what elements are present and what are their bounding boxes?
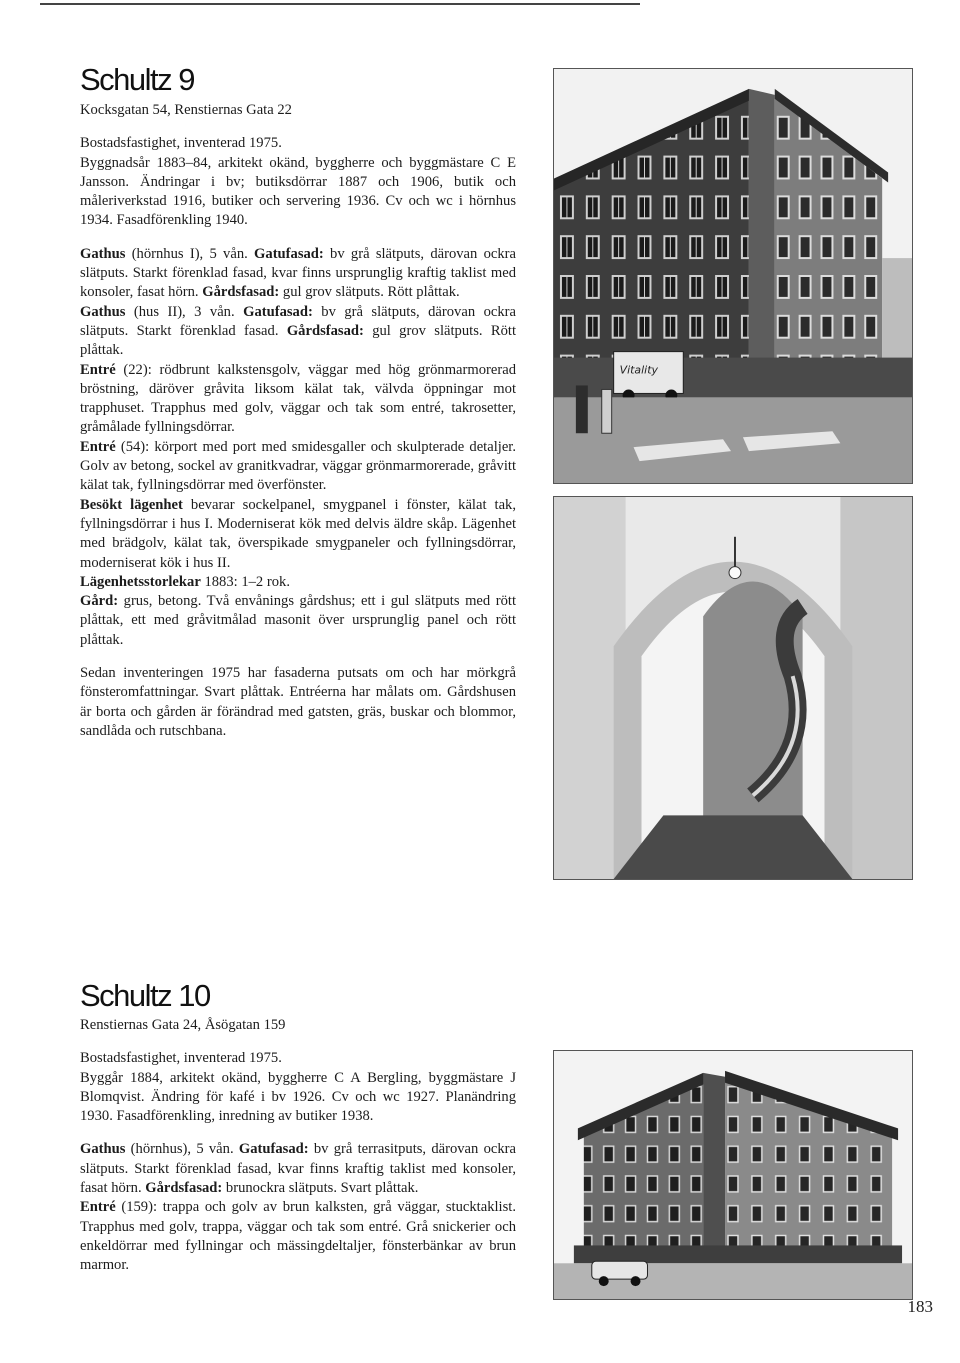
entrance-illustration <box>554 497 912 879</box>
entre-22-paragraph: Entré (22): rödbrunt kalkstensgolv, väggar med hög grönmarmorerad bröstning, däröver gråvita liksom kälat tak, välvda öppningar mot trapphuset. Trapphus med golv, väggar och tak som entré, takrosetter, gråmålade fyllningsdörrar. <box>80 361 516 436</box>
gathus-1-paragraph: Gathus (hörnhus I), 5 vån. Gatufasad: bv grå slätputs, därovan ockra slätputs. Starkt förenklad fasad, kvar finns ursprunglig kraftig taklist med konsoler, fasat hörn. Gårdsfasad: gul grov slätputs. Rött plåttak. <box>80 245 517 301</box>
label-gardsfasad: Gårdsfasad: <box>286 322 364 339</box>
label-gathus: Gathus <box>80 245 126 262</box>
label-gatufasad: Gatufasad: <box>238 1141 309 1158</box>
photo-entrance-stairwell <box>553 496 913 880</box>
besokt-lagenhet-paragraph: Besökt lägenhet bevarar sockelpanel, smygpanel i fönster, kälat tak, fyllningsdörrar i hus I. Moderniserat kök med delvis äldre skåp. Lägenhet med brädgolv, kälat tak, överspikade smygpaneler och fyllningsdörrar, moderniserat kök i hus II. <box>80 496 517 571</box>
entry-title-schultz-9: Schultz 9 <box>80 62 195 97</box>
label-gatufasad: Gatufasad: <box>254 245 324 262</box>
label-gathus: Gathus <box>80 303 126 320</box>
corner-building-illustration <box>554 69 912 483</box>
corner-building-illustration <box>554 1051 912 1299</box>
since-inventory-paragraph: Sedan inventeringen 1975 har fasaderna putsats om och har mörkgrå fönsteromfattningar. Svart plåttak. Entréerna har målats om. Gårdshusen är borta och gården är förändrad med gatsten, gräs, buskar och blommor, sandlåda och rutschbana. <box>80 665 516 739</box>
building-history: Byggnadsår 1883–84, arkitekt okänd, byggherre och byggmästare C E Jansson. Ändringar i bv; butiksdörrar 1887 och 1906, butik och måleriverkstad 1916, butiker och servering 1936. Cv och wc i hörnhus 1934. Fasadförenkling 1940. <box>80 154 516 229</box>
label-gardsfasad: Gårdsfasad: <box>202 284 280 301</box>
photo-corner-building-schultz-9 <box>553 68 913 484</box>
gard-paragraph: Gård: grus, betong. Två envånings gårdshus; ett i gul slätputs med rött plåttak, ett med gråvitmålad masonit över ursprunglig panel och rött plåttak. <box>80 593 516 648</box>
label-entre: Entré <box>80 1199 116 1216</box>
page-number: 183 <box>907 1297 933 1316</box>
top-rule <box>40 3 640 5</box>
photo-corner-building-schultz-10 <box>553 1050 913 1300</box>
entry-text-schultz-9 <box>80 101 516 741</box>
inventory-note: Bostadsfastighet, inventerad 1975. <box>80 1050 282 1067</box>
label-entre: Entré <box>80 361 116 378</box>
label-besokt-lagenhet: Besökt lägenhet <box>80 496 183 513</box>
gathus-2-paragraph: Gathus (hus II), 3 vån. Gatufasad: bv grå slätputs, därovan ockra slätputs. Starkt förenklad fasad. Gårdsfasad: gul grov slätputs. Rött plåttak. <box>80 303 516 359</box>
lagenhetsstorlekar-paragraph: Lägenhetsstorlekar 1883: 1–2 rok. <box>80 573 290 590</box>
truck-sign: Vitality <box>619 363 658 377</box>
entre-159-paragraph: Entré (159): trappa och golv av brun kalksten, grå väggar, stucktaklist. Trapphus med golv, trappa, väggar och tak som entré. Grå snickerier och enkeldörrar med fyllningar och mässingdeltaljer, fönsterbänkar av brun marmor. <box>80 1199 516 1274</box>
address: Kocksgatan 54, Renstiernas Gata 22 <box>80 102 292 118</box>
label-gathus: Gathus <box>80 1141 126 1158</box>
entry-text-schultz-10 <box>80 1016 516 1276</box>
entre-54-paragraph: Entré (54): körport med port med smidesgaller och skulpterade detaljer. Golv av betong, sockel av granitkvadrar, väggar grönmarmorerade, gråvitt kälat tak, fyllningsdörrar med överfönster. <box>80 438 516 494</box>
inventory-note: Bostadsfastighet, inventerad 1975. <box>80 135 282 152</box>
address: Renstiernas Gata 24, Åsögatan 159 <box>80 1017 286 1033</box>
entry-title-schultz-10: Schultz 10 <box>80 978 210 1013</box>
label-gatufasad: Gatufasad: <box>243 303 313 320</box>
gathus-paragraph: Gathus (hörnhus), 5 vån. Gatufasad: bv grå terrasitputs, därovan ockra slätputs. Starkt förenklad fasad, kvar finns kraftig taklist med konsoler, fasat hörn. Gårdsfasad: brunockra slätputs. Svart plåttak. <box>80 1141 516 1197</box>
building-history: Byggår 1884, arkitekt okänd, byggherre C A Bergling, byggmästare J Blomqvist. Ändring för kafé i bv 1926. Cv och wc 1927. Planändring 1930. Fasadförenkling, inredning av butiker 1938. <box>80 1069 516 1125</box>
label-lagenhetsstorlekar: Lägenhetsstorlekar <box>80 573 201 590</box>
label-entre: Entré <box>80 438 116 455</box>
label-gard: Gård: <box>80 593 119 610</box>
label-gardsfasad: Gårdsfasad: <box>145 1180 223 1197</box>
